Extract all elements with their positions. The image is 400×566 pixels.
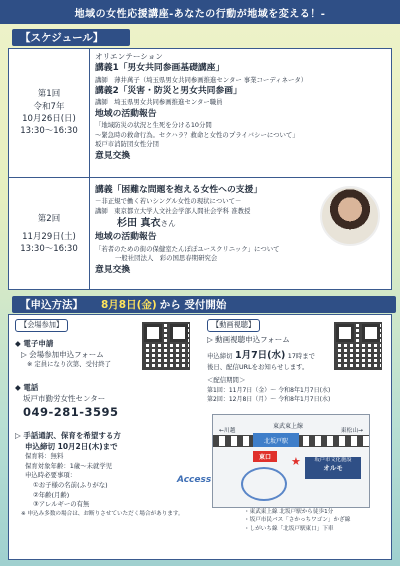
apply-start-date: 8月8日(金) bbox=[101, 299, 157, 311]
session-date: 10月26日(日) bbox=[22, 114, 76, 124]
access-note-2: ・坂戸市民バス「さかっちワゴン」かざ線 bbox=[244, 517, 351, 524]
video-deadline-label: 申込締切 bbox=[207, 352, 233, 361]
direction-right: 東松山→ bbox=[340, 428, 363, 434]
venue-star-icon: ★ bbox=[291, 455, 301, 468]
exchange-label: 意見交換 bbox=[95, 264, 131, 275]
report-line-1: 「地域防災の状況と生死を分ける10分間 bbox=[95, 121, 212, 130]
venue-tag: 【会場参加】 bbox=[15, 319, 68, 332]
lecture-2-title: 講義2「災害・防災と男女共同参画」 bbox=[95, 86, 242, 97]
access-label: Access bbox=[177, 475, 212, 485]
session-2-date bbox=[9, 178, 90, 290]
report-org: 坂戸市消防団女性分団 bbox=[95, 140, 159, 149]
apply-header bbox=[12, 296, 396, 313]
lecture-2-speaker: 講師 埼玉県男女共同参画推進センター職員 bbox=[95, 98, 223, 107]
session-1-content bbox=[95, 51, 387, 163]
direction-left: ←川越 bbox=[219, 428, 236, 434]
east-exit: 東口 bbox=[253, 451, 277, 462]
session-1-date bbox=[9, 49, 90, 177]
venue-label bbox=[305, 457, 361, 479]
phone-label: ◆ 電話 bbox=[15, 382, 39, 392]
care-deadline: 申込締切 10月2日(木)まで bbox=[25, 441, 118, 451]
access-notes bbox=[244, 508, 350, 533]
distribution-title: ＜配信期間＞ bbox=[207, 375, 246, 384]
speaker-name: 杉田 真衣 bbox=[117, 218, 161, 230]
orientation: オリエンテーション bbox=[95, 52, 163, 61]
care-required: 申込時必要事項： bbox=[25, 471, 77, 480]
access-note-1: ・東武東上線 北坂戸駅から徒歩1分 bbox=[244, 509, 334, 515]
report-title: 地域の活動報告 bbox=[95, 232, 157, 243]
speaker-suffix: さん bbox=[160, 219, 176, 229]
session-year: 令和7年 bbox=[33, 101, 65, 112]
report-line-2: ～緊急時の救命行為。セクハラ？救命と女性のプライバシーについて」 bbox=[95, 130, 299, 139]
online-label: ◆ 電子申請 bbox=[15, 338, 54, 348]
report-line-1: 「若者のための街の保健室たんぽぽユースクリニック」について bbox=[95, 244, 280, 253]
station-box: 北坂戸駅 bbox=[253, 433, 299, 447]
care-item-3: ③アレルギーの有無 bbox=[33, 500, 90, 509]
session-1-row bbox=[9, 49, 391, 177]
exchange-label: 意見交換 bbox=[95, 151, 131, 161]
care-title: ▷ 手話通訳、保育を希望する方 bbox=[15, 430, 121, 440]
speaker-photo bbox=[320, 186, 380, 246]
access-note-3: ・しがいち線「北坂戸駅東口」下車 bbox=[244, 525, 334, 532]
video-tag: 【動画視聴】 bbox=[207, 319, 260, 332]
care-note: ※ 申込み多数の場合は、お断りさせていただく場合があります。 bbox=[21, 510, 184, 517]
online-note: ※ 定員になり次第、受付終了 bbox=[27, 360, 112, 369]
distribution-2: 第2回：12月8日（月）～ 令和8年1月7日(水) bbox=[207, 395, 331, 403]
apply-header-label: 【申込方法】 bbox=[20, 299, 83, 311]
report-org: 一般社団法人 彩の国思春期研究会 bbox=[115, 254, 218, 263]
care-age: 保育対象年齢：1歳～未就学児 bbox=[25, 461, 113, 470]
video-qr-code[interactable] bbox=[334, 322, 382, 370]
venue-name: オルモ bbox=[323, 464, 343, 473]
video-note: 後日、配信URLをお知らせします。 bbox=[207, 363, 309, 372]
video-deadline: 1月7日(水) bbox=[234, 350, 286, 362]
care-item-1: ①お子様の名前(ふりがな) bbox=[33, 480, 108, 489]
session-time: 13:30～16:30 bbox=[20, 244, 78, 255]
lecture-1-speaker: 講師 薄井萬子（埼玉県男女共同参画推進センター 事業コーディネータ） bbox=[95, 75, 308, 84]
distribution-1: 第1回：11月7日（金）～ 令和8年1月7日(水) bbox=[207, 386, 331, 394]
session-label: 第1回 bbox=[37, 89, 61, 100]
video-deadline-time: 17時まで bbox=[287, 352, 316, 361]
venue-qr-code[interactable] bbox=[142, 322, 190, 370]
session-date: 11月29日(土) bbox=[22, 231, 76, 242]
lecture-1-title: 講義1「男女共同参画基礎講座」 bbox=[95, 63, 225, 74]
railway-label: 東武東上線 bbox=[273, 423, 304, 430]
venue-type: 坂戸市文化施設 bbox=[314, 457, 352, 463]
venue-form-link[interactable]: ▷ 会場参加申込フォーム bbox=[21, 350, 104, 360]
phone-org: 坂戸市勤労女性センター bbox=[23, 394, 106, 404]
lecture-speaker: 講師 東京都立大学人文社会学部人間社会学科 准教授 bbox=[95, 206, 251, 215]
lecture-title: 講義「困難な問題を抱える女性への支援」 bbox=[95, 185, 263, 195]
session-label: 第2回 bbox=[37, 213, 61, 224]
schedule-table bbox=[8, 48, 392, 290]
phone-number: 049-281-3595 bbox=[23, 405, 119, 420]
lecture-subtitle: －非正規で働く若いシングル女性の現状について－ bbox=[95, 197, 242, 206]
roundabout bbox=[241, 467, 287, 501]
schedule-header: 【スケジュール】 bbox=[12, 29, 130, 46]
top-banner: 地域の女性応援講座-あなたの行動が地域を変える！- bbox=[0, 0, 400, 24]
session-time: 13:30～16:30 bbox=[20, 126, 78, 137]
care-fee: 保育料：無料 bbox=[25, 452, 64, 461]
care-item-2: ②年齢(月齢) bbox=[33, 490, 70, 499]
video-form-link[interactable]: ▷ 動画視聴申込フォーム bbox=[207, 334, 290, 344]
report-title: 地域の活動報告 bbox=[95, 108, 157, 119]
apply-start-suffix: から 受付開始 bbox=[159, 299, 227, 311]
access-map bbox=[177, 414, 370, 508]
session-2-content bbox=[95, 184, 321, 277]
